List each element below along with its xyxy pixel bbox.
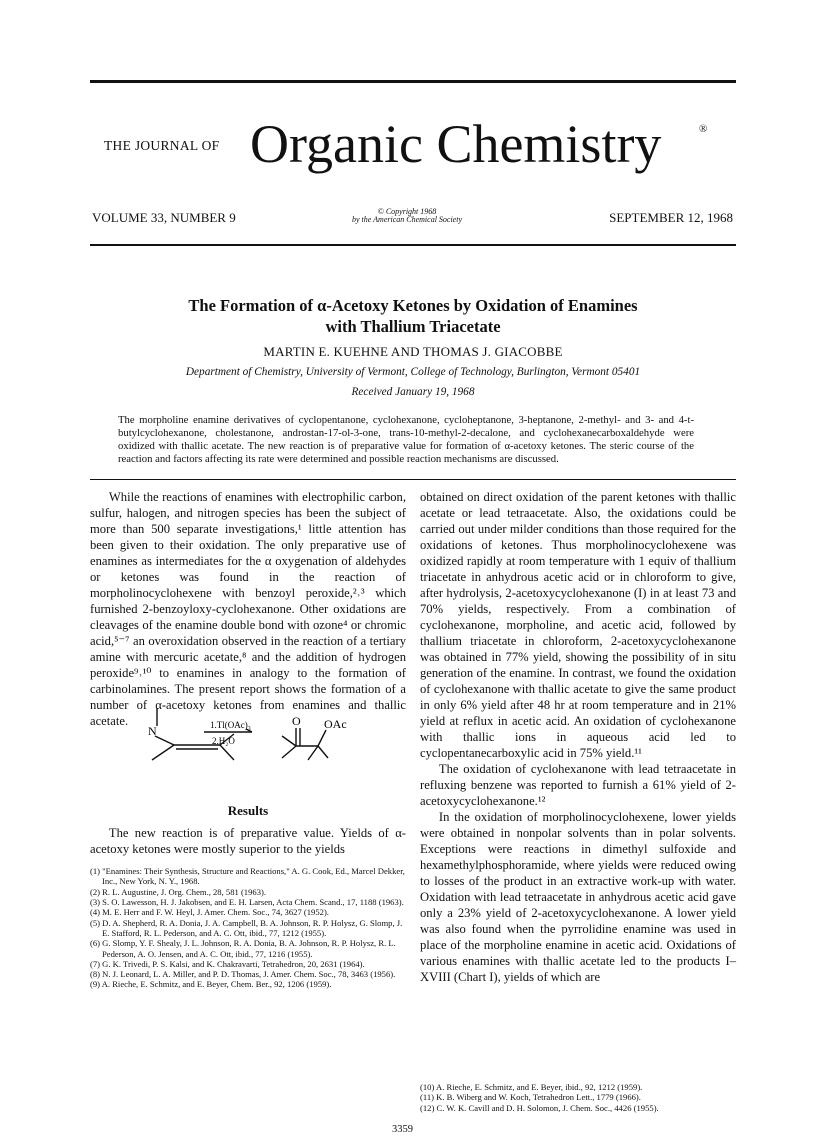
top-rule <box>90 80 736 83</box>
copyright-notice <box>322 208 492 225</box>
footnote: (3) S. O. Lawesson, H. J. Jakobsen, and E. H. Larsen, Acta Chem. Scand., 17, 1188 (1963). <box>90 896 404 907</box>
results-paragraph: The new reaction is of preparative value. Yields of α-acetoxy ketones were mostly superior to the yields <box>90 826 406 856</box>
footnote: (12) C. W. K. Cavill and D. H. Solomon, J. Chem. Soc., 4426 (1955). <box>420 1102 659 1113</box>
footnote: (11) K. B. Wiberg and W. Koch, Tetrahedron Lett., 1779 (1966). <box>420 1092 641 1103</box>
scheme-reagent-1: 1.Tl(OAc)₃ <box>210 720 251 730</box>
footnote: (6) G. Slomp, Y. F. Shealy, J. L. Johnson, R. A. Donia, B. A. Johnson, R. P. Holysz, R. L. Pederson, A. O. Jensen, and A. C. Ott, ibid., 77, 1216 (1955). <box>90 938 396 959</box>
right-column <box>420 490 736 986</box>
results-column <box>90 826 406 858</box>
footnote: (2) R. L. Augustine, J. Org. Chem., 28, 581 (1963). <box>90 886 267 897</box>
title-line-2: with Thallium Triacetate <box>325 316 501 336</box>
footnote: (9) A. Rieche, E. Schmitz, and E. Beyer, Chem. Ber., 92, 1206 (1959). <box>90 979 332 990</box>
received-date: Received January 19, 1968 <box>351 386 475 398</box>
scheme-oac-label: OAc <box>324 717 347 731</box>
copyright-line-2: by the American Chemical Society <box>351 215 463 225</box>
results-heading: Results <box>227 803 269 818</box>
abstract-rule <box>90 479 736 480</box>
registered-mark: ® <box>699 123 708 135</box>
affiliation: Department of Chemistry, University of Vermont, College of Technology, Burlington, Vermont 05401 <box>185 366 641 378</box>
footnote: (8) N. J. Leonard, L. A. Miller, and P. D. Thomas, J. Amer. Chem. Soc., 78, 3463 (1956). <box>90 969 396 980</box>
footnote: (10) A. Rieche, E. Schmitz, and E. Beyer, ibid., 92, 1212 (1959). <box>420 1082 643 1092</box>
left-footnotes <box>90 866 406 990</box>
issue-date: SEPTEMBER 12, 1968 <box>609 210 733 225</box>
right-paragraph-2: The oxidation of cyclohexanone with lead tetraacetate in refluxing benzene was reported to furnish a 61% yield of 2-acetoxycyclohexanone.¹² <box>420 761 736 808</box>
left-column <box>90 490 406 730</box>
volume-number: VOLUME 33, NUMBER 9 <box>92 210 236 225</box>
intro-paragraph: While the reactions of enamines with electrophilic carbon, sulfur, halogen, and nitrogen species has been the subject of more than 500 separate investigations,¹ little attention has been given to their oxidation. The only preparative use of enamines as intermediates for the α oxygenation of aldehydes or ketones was found in the reaction of morpholinocyclohexene with benzoyl peroxide,²˒³ which furnished 2-benzoyloxy-cyclohexanone. Other oxidations are cleavages of the enamine double bond with ozone⁴ or chromic acid,⁵⁻⁷ an overoxidation observed in the reaction of a tertiary amine with mercuric acetate,⁸ and the addition of hydrogen peroxide⁹˒¹⁰ to enamines in analogy to the formation of carbinolamines. The present report shows the formation of a number of α-acetoxy ketones from enamines and thallic acetate. <box>90 490 406 728</box>
right-paragraph-3: In the oxidation of morpholinocyclohexene, lower yields were obtained in nonpolar solvents than in polar solvents. Exceptions were reactions in dimethyl sulfoxide and hexamethylphosphoramide, where yields were reduced owing to losses of the product in an extractive work-up with water. Oxidation with lead tetraacetate in anhydrous acetic acid gave only a 23% yield of 2-acetoxycyclohexanone. A lower yield was also found when the pyrrolidine enamine was used in place of the morpholine enamine in acetic acid. Oxidations of various enamines with thallic acetate led to the products I–XVIII (Chart I), yields of which are <box>420 809 736 984</box>
reaction-scheme <box>130 708 380 774</box>
authors: MARTIN E. KUEHNE AND THOMAS J. GIACOBBE <box>263 344 563 359</box>
footnote: (7) G. K. Trivedi, P. S. Kalsi, and K. Chakravarti, Tetrahedron, 20, 2631 (1964). <box>90 958 365 969</box>
scheme-oxygen: O <box>292 714 301 728</box>
journal-prefix: THE JOURNAL OF <box>104 138 220 153</box>
footnote: (4) M. E. Herr and F. W. Heyl, J. Amer. Chem. Soc., 74, 3627 (1952). <box>90 907 329 918</box>
abstract: The morpholine enamine derivatives of cyclopentanone, cyclohexanone, cycloheptanone, 3-heptanone, 2-methyl- and 3- and 4-t-butylcyclohexanone, cholestanone, androstan-17-ol-3-one, trans-10-methyl-2-decalone, and cyclohexanecarboxaldehyde were oxidized with thallic acetate. The new reaction is of preparative value for formation of α-acetoxy ketones. The steric course of the reaction and factors affecting its rate were determined and possible reaction mechanisms are discussed. <box>118 414 694 466</box>
right-paragraph-1: obtained on direct oxidation of the parent ketones with thallic acetate or lead tetraacetate. Also, the oxidations could be carried out under milder conditions than those required for the oxidations of ketones. Thus morpholinocyclohexene was oxidized rapidly at room temperature with 1 equiv of thallium triacetate in anhydrous acetic acid or in chloroform to give, after hydrolysis, 2-acetoxycyclohexanone (I) in at least 73 and 70% yields, respectively. From a combination of cyclohexanone, morpholine, and acetic acid, followed by thallium triacetate in chloroform, 2-acetoxycyclohexanone was obtained in 77% yield, showing the possibility of in situ generation of the enamine. In contrast, we found the oxidation of cyclohexanone with thallic acetate to give the same product in only 6% yield after 48 hr at room temperature and in 21% yield at reflux in acetic acid. An oxidation of cyclohexanone with thallic ions in aqueous acid led to cyclopentanecarboxylic acid in 75% yield.¹¹ <box>420 490 736 760</box>
footnote: (1) "Enamines: Their Synthesis, Structure and Reactions," A. G. Cook, Ed., Marcel Dekker, Inc., New York, N. Y., 1968. <box>90 866 405 887</box>
right-footnotes <box>420 1082 736 1113</box>
footnote: (5) D. A. Shepherd, R. A. Donia, J. A. Campbell, B. A. Johnson, R. P. Holysz, G. Slomp, J. E. Stafford, R. L. Pederson, and A. C. Ott, ibid., 77, 1212 (1955). <box>90 917 403 938</box>
page-number: 3359 <box>392 1124 413 1135</box>
title-line-1: The Formation of α-Acetoxy Ketones by Oxidation of Enamines <box>188 296 638 315</box>
copyright-line-1: © Copyright 1968 <box>377 207 437 216</box>
article-title <box>90 296 736 337</box>
scheme-reagent-2: 2.H₂O <box>212 736 235 746</box>
scheme-nitrogen: N <box>148 724 157 738</box>
masthead-rule <box>90 244 736 246</box>
journal-name: Organic Chemistry <box>250 114 662 174</box>
